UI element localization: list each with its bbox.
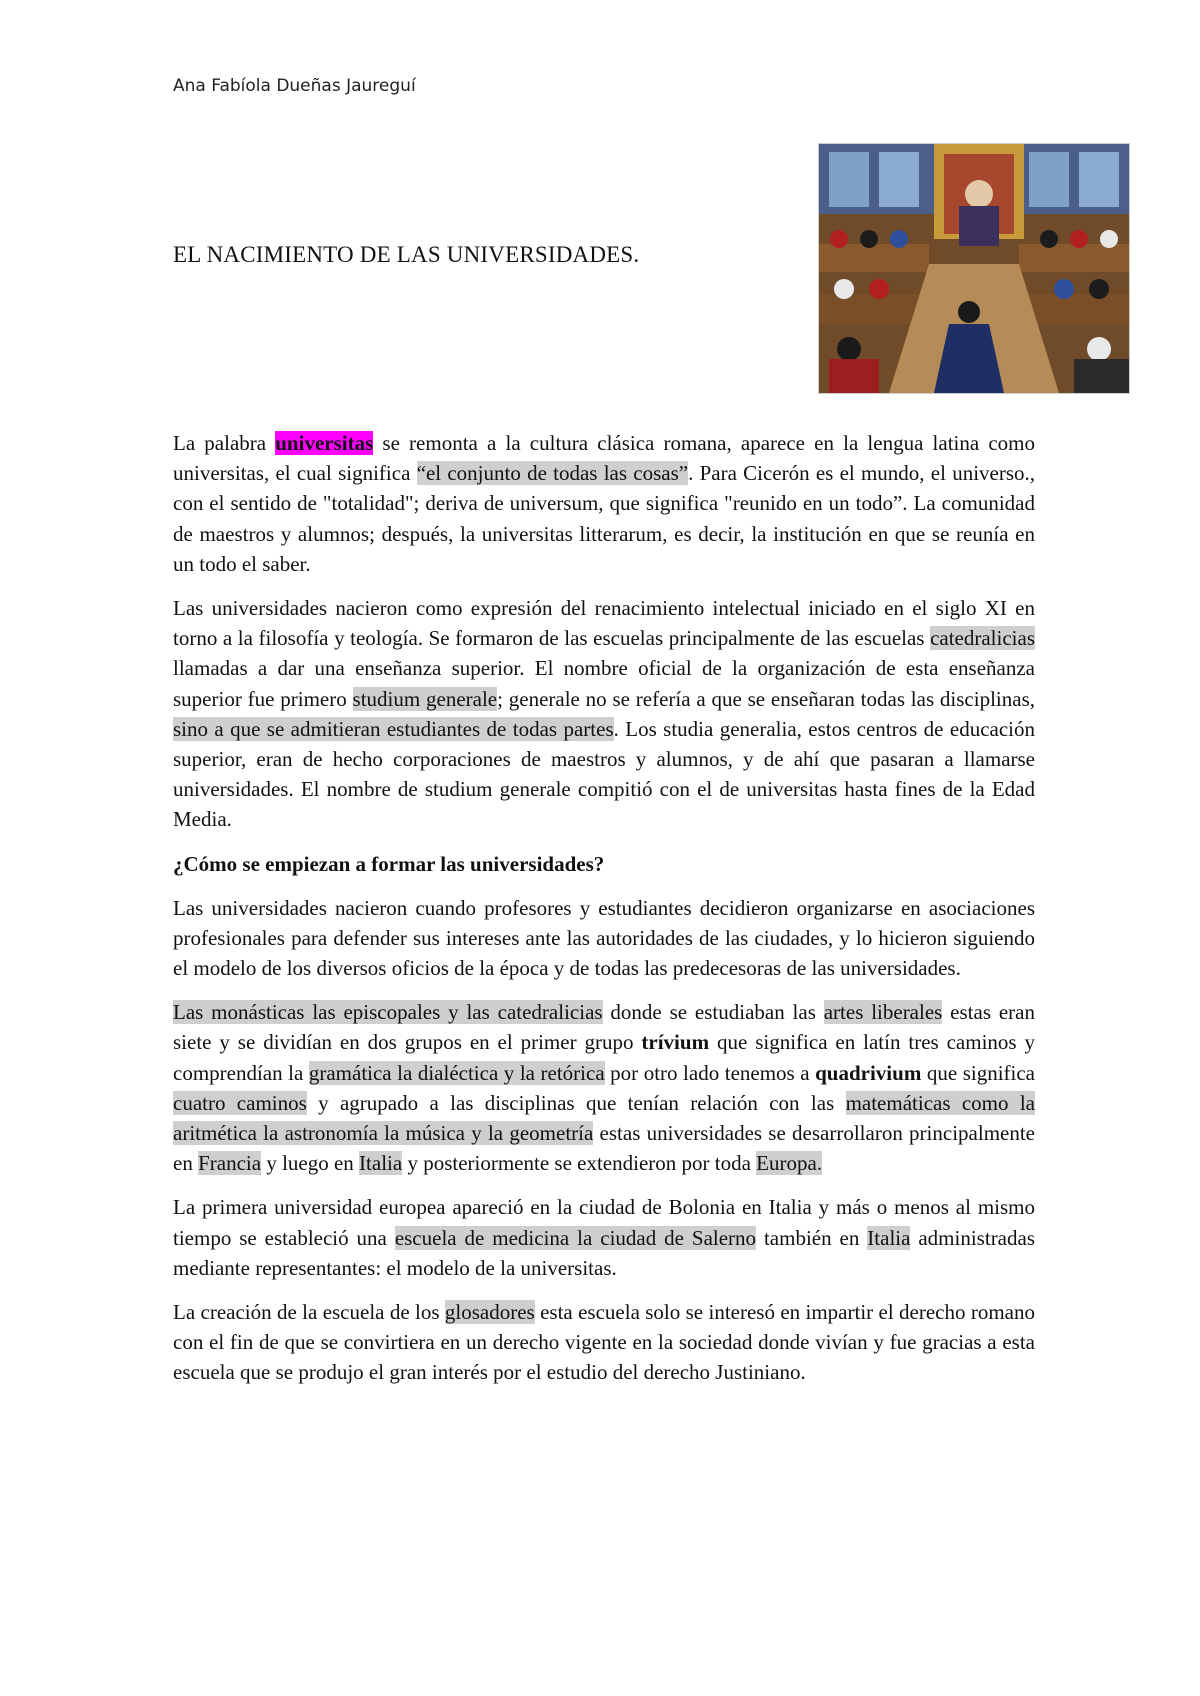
highlight-text: Italia (867, 1225, 911, 1250)
highlight-text: gramática la dialéctica y la retórica (308, 1060, 605, 1085)
paragraph-4 (173, 997, 1035, 1178)
text-run: La creación de la escuela de los (173, 1300, 445, 1325)
text-run: donde se estudiaban las (602, 1000, 824, 1025)
highlight-text: cuatro caminos (173, 1090, 307, 1115)
text-run: también en (756, 1225, 868, 1250)
paragraph-1 (173, 428, 1035, 579)
author-name: Ana Fabíola Dueñas Jaureguí (173, 76, 416, 96)
text-run: . Para Cicerón es el mundo, el universo., con el sentido de "totalidad"; deriva de universum, que significa "reunido en un todo”. La comunidad de maestros y alumnos; después, la universitas litterarum, es decir, la institución en que se reunía en un todo el saber. (173, 461, 1036, 576)
highlight-text: Las monásticas las episcopales y las catedralicias (173, 1000, 603, 1025)
highlight-text: glosadores (444, 1300, 535, 1325)
paragraph-6 (173, 1297, 1035, 1388)
highlight-text: catedralicias (930, 626, 1035, 651)
text-run: esta escuela solo se interesó en impartir el derecho romano con el fin de que se convirtiera en un derecho vigente en la sociedad donde vivían y fue gracias a esta escuela que se produjo el gran interés por el estudio del derecho Justiniano. (173, 1300, 1036, 1385)
text-run: administradas mediante representantes: el modelo de la universitas. (173, 1225, 1036, 1280)
highlight-text: Francia (198, 1151, 262, 1176)
text-run: y luego en (261, 1151, 360, 1176)
text-run: estas universidades se desarrollaron principalmente en (173, 1121, 1035, 1176)
highlight-text: sino a que se admitieran estudiantes de todas partes (173, 716, 614, 741)
highlight-text: studium generale (352, 686, 498, 711)
text-run: por otro lado tenemos a (604, 1060, 816, 1085)
paragraph-2 (173, 593, 1035, 835)
text-run: que significa (921, 1060, 1036, 1085)
paragraph-3: Las universidades nacieron cuando profesores y estudiantes decidieron organizarse en asociaciones profesionales para defender sus intereses ante las autoridades de las ciudades, y lo hicieron siguiendo el modelo de los diversos oficios de la época y de todas las predecesoras de las universidades. (173, 895, 1035, 981)
highlight-text: Italia (359, 1151, 403, 1176)
section-heading: ¿Cómo se empiezan a formar las universidades? (173, 851, 605, 876)
medieval-university-illustration (818, 143, 1130, 394)
highlight-text: Europa. (756, 1151, 823, 1176)
text-run: Las universidades nacieron como expresión del renacimiento intelectual iniciado en el siglo XI en torno a la filosofía y teología. Se formaron de las escuelas principalmente de las escuelas (173, 596, 1035, 651)
text-run: y agrupado a las disciplinas que tenían relación con las (306, 1090, 846, 1115)
highlight-universitas: universitas (275, 431, 374, 455)
highlight-text: escuela de medicina la ciudad de Salerno (394, 1225, 757, 1250)
bold-term-quadrivium: quadrivium (815, 1060, 922, 1085)
text-run: La primera universidad europea apareció en la ciudad de Bolonia en Italia y más o menos al mismo tiempo se estableció una (173, 1195, 1035, 1250)
highlight-text: “el conjunto de todas las cosas” (416, 461, 689, 486)
text-run: llamadas a dar una enseñanza superior. El nombre oficial de la organización de esta enseñanza superior fue primero (173, 656, 1035, 711)
highlight-text: artes liberales (823, 1000, 943, 1025)
text-run: ; generale no se refería a que se enseñaran todas las disciplinas, (497, 686, 1035, 711)
highlight-text: matemáticas como la aritmética la astronomía la música y la geometría (173, 1090, 1036, 1146)
paragraph-5 (173, 1192, 1035, 1283)
text-run: y posteriormente se extendieron por toda (402, 1151, 757, 1176)
bold-term-trivium: trívium (641, 1030, 710, 1055)
text-run: se remonta a la cultura clásica romana, aparece en la lengua latina como universitas, el cual significa (173, 431, 1035, 486)
document-body (173, 428, 1035, 1402)
text-run: estas eran siete y se dividían en dos grupos en el primer grupo (173, 1000, 1035, 1055)
text-run: La palabra (173, 431, 276, 455)
document-title: EL NACIMIENTO DE LAS UNIVERSIDADES. (173, 242, 640, 267)
text-run: . Los studia generalia, estos centros de educación superior, eran de hecho corporaciones de maestros y alumnos, y de ahí que pasaran a llamarse universidades. El nombre de studium generale compitió con el de universitas hasta fines de la Edad Media. (173, 716, 1036, 832)
text-run: que significa en latín tres caminos y comprendían la (173, 1030, 1035, 1085)
